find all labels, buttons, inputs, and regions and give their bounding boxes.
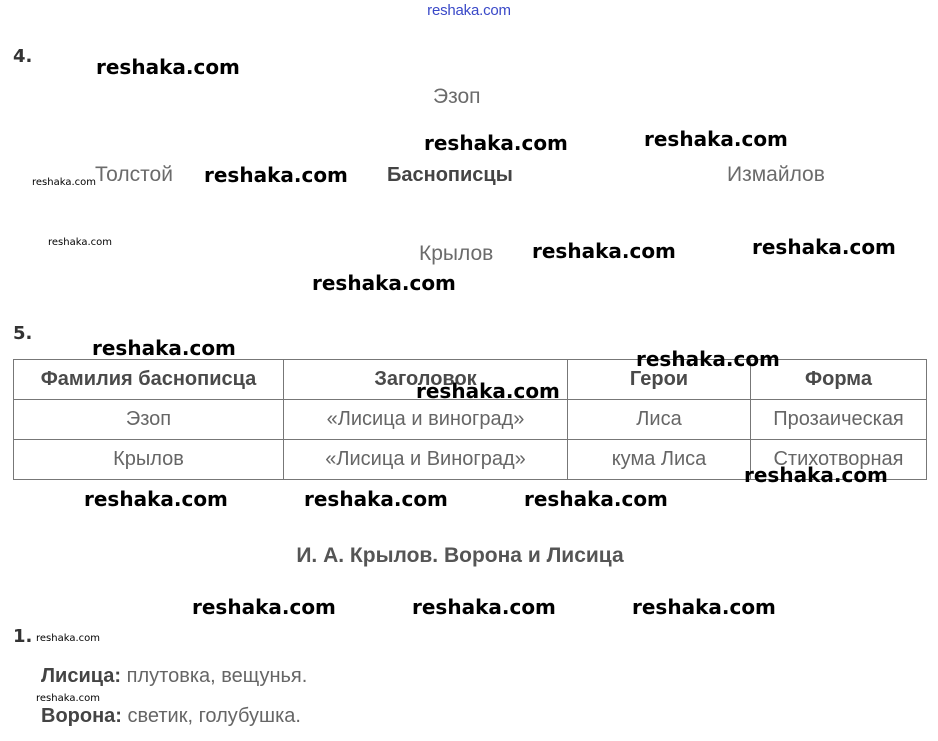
answer-label: Ворона: xyxy=(41,705,122,727)
name-krylov: Крылов xyxy=(419,242,494,265)
watermark: reshaka.com xyxy=(204,163,348,187)
watermark: reshaka.com xyxy=(752,235,896,259)
watermark: reshaka.com xyxy=(644,127,788,151)
watermark-small: reshaka.com xyxy=(36,693,100,704)
table-cell: Прозаическая xyxy=(751,400,927,440)
answer-line-crow xyxy=(41,705,301,728)
header-heroes: Герои xyxy=(568,360,751,400)
watermark: reshaka.com xyxy=(192,595,336,619)
table-cell: Крылов xyxy=(14,440,284,480)
watermark: reshaka.com xyxy=(632,595,776,619)
answer-text: плутовка, вещунья. xyxy=(121,665,308,687)
watermark: reshaka.com xyxy=(96,55,240,79)
header-author: Фамилия баснописца xyxy=(14,360,284,400)
table-cell: Стихотворная xyxy=(751,440,927,480)
watermark: reshaka.com xyxy=(84,487,228,511)
watermark: reshaka.com xyxy=(92,336,236,360)
watermark: reshaka.com xyxy=(412,595,556,619)
watermark: reshaka.com xyxy=(424,131,568,155)
section-title: И. А. Крылов. Ворона и Лисица xyxy=(296,544,624,567)
watermark-small: reshaka.com xyxy=(48,237,112,248)
watermark: reshaka.com xyxy=(524,487,668,511)
table-row xyxy=(14,400,927,440)
table-cell: Лиса xyxy=(568,400,751,440)
table-cell: «Лисица и виноград» xyxy=(284,400,568,440)
fables-table xyxy=(13,359,927,480)
answer-line-fox xyxy=(41,665,307,688)
table-cell: Эзоп xyxy=(14,400,284,440)
center-label-fabulists: Баснописцы xyxy=(387,164,513,186)
watermark-small: reshaka.com xyxy=(32,177,96,188)
table-cell: «Лисица и Виноград» xyxy=(284,440,568,480)
table-cell: кума Лиса xyxy=(568,440,751,480)
watermark: reshaka.com xyxy=(744,463,888,487)
header-title: Заголовок xyxy=(284,360,568,400)
answer-text: светик, голубушка. xyxy=(121,705,301,727)
header-form: Форма xyxy=(751,360,927,400)
name-izmaylov: Измайлов xyxy=(727,163,825,186)
top-watermark: reshaka.com xyxy=(427,2,511,19)
watermark: reshaka.com xyxy=(312,271,456,295)
watermark: reshaka.com xyxy=(304,487,448,511)
name-ezop: Эзоп xyxy=(433,85,481,108)
section-number-1: 1. xyxy=(13,626,33,647)
watermark: reshaka.com xyxy=(532,239,676,263)
section-number-4: 4. xyxy=(13,46,33,67)
section-number-5: 5. xyxy=(13,323,33,344)
answer-label: Лисица: xyxy=(41,665,122,687)
name-tolstoy: Толстой xyxy=(95,163,173,186)
watermark-small: reshaka.com xyxy=(36,633,100,644)
watermark: reshaka.com xyxy=(636,347,780,371)
watermark: reshaka.com xyxy=(416,379,560,403)
